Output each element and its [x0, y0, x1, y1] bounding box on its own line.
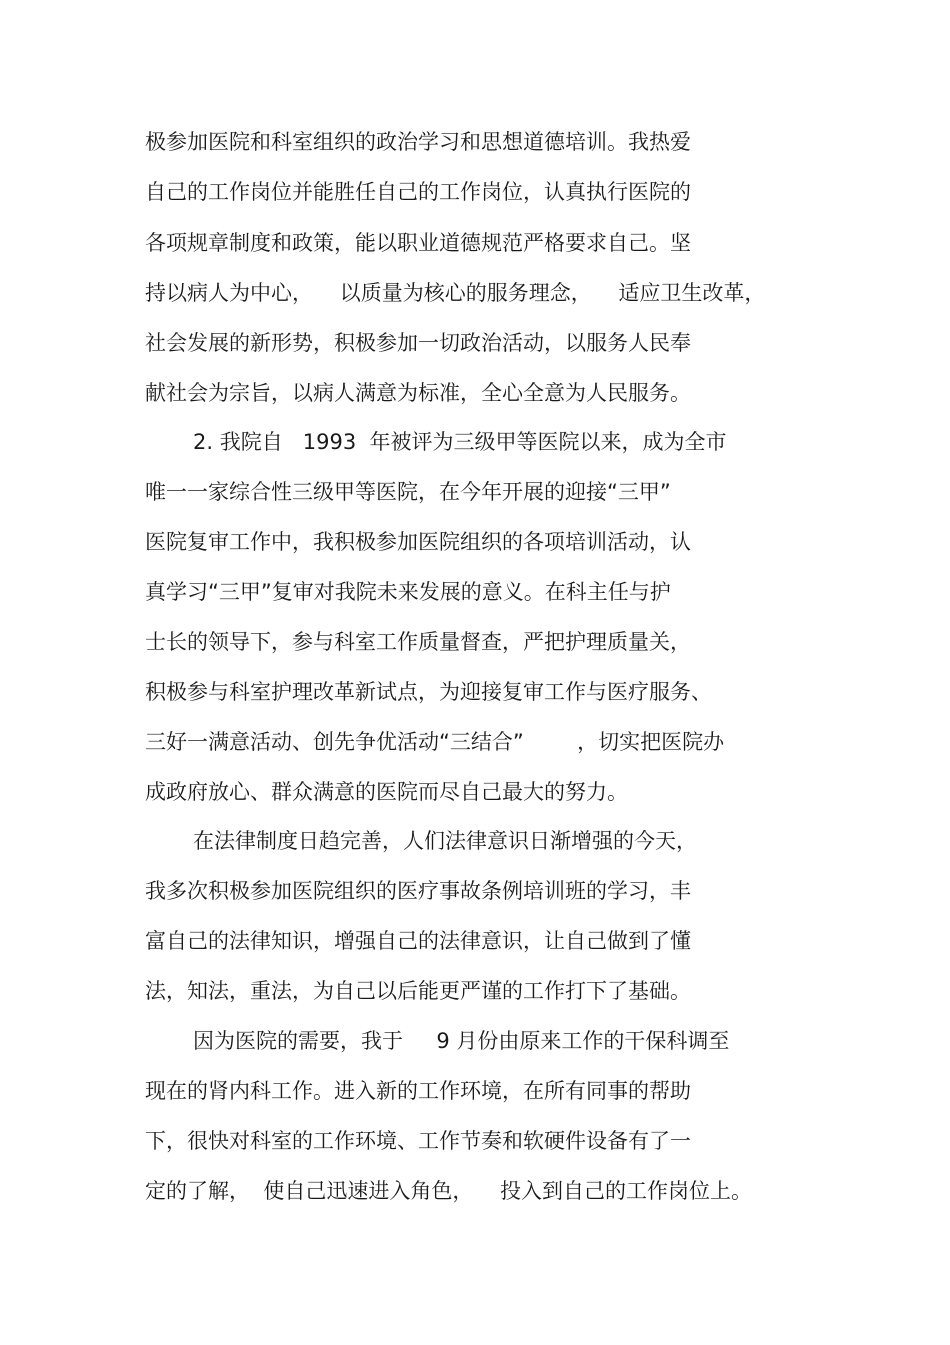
text-line: 社会发展的新形势，积极参加一切政治活动，以服务人民奉 — [145, 331, 691, 355]
paragraph-start-line: 2. 我院自 1993 年被评为三级甲等医院以来，成为全市 — [193, 430, 727, 454]
text-line: 各项规章制度和政策，能以职业道德规范严格要求自己。坚 — [145, 231, 691, 255]
text-line: 真学习“三甲”复审对我院未来发展的意义。在科主任与护 — [145, 580, 671, 604]
paragraph-start-line: 因为医院的需要，我于 9 月份由原来工作的干保科调至 — [193, 1029, 730, 1053]
text-line: 法，知法，重法，为自己以后能更严谨的工作打下了基础。 — [145, 979, 691, 1003]
text-line: 自己的工作岗位并能胜任自己的工作岗位，认真执行医院的 — [145, 180, 691, 204]
paragraph-start-line: 在法律制度日趋完善，人们法律意识日渐增强的今天， — [193, 829, 697, 853]
text-line: 积极参与科室护理改革新试点，为迎接复审工作与医疗服务、 — [145, 680, 712, 704]
text-line: 医院复审工作中，我积极参加医院组织的各项培训活动，认 — [145, 530, 691, 554]
text-line: 我多次积极参加医院组织的医疗事故条例培训班的学习，丰 — [145, 879, 691, 903]
text-line: 持以病人为中心， 以质量为核心的服务理念， 适应卫生改革， — [145, 281, 766, 305]
text-line: 下，很快对科室的工作环境、工作节奏和软硬件设备有了一 — [145, 1129, 691, 1153]
text-line: 献社会为宗旨，以病人满意为标准，全心全意为人民服务。 — [145, 381, 691, 405]
text-line: 富自己的法律知识，增强自己的法律意识，让自己做到了懂 — [145, 929, 691, 953]
text-line: 三好一满意活动、创先争优活动“三结合” ，切实把医院办 — [145, 730, 725, 754]
text-line: 定的了解， 使自己迅速进入角色， 投入到自己的工作岗位上。 — [145, 1179, 753, 1203]
text-line: 成政府放心、群众满意的医院而尽自己最大的努力。 — [145, 780, 628, 804]
text-line: 现在的肾内科工作。进入新的工作环境，在所有同事的帮助 — [145, 1079, 691, 1103]
text-line: 极参加医院和科室组织的政治学习和思想道德培训。我热爱 — [145, 130, 691, 154]
text-line: 士长的领导下，参与科室工作质量督查，严把护理质量关， — [145, 630, 691, 654]
text-line: 唯一一家综合性三级甲等医院，在今年开展的迎接“三甲” — [145, 480, 671, 504]
